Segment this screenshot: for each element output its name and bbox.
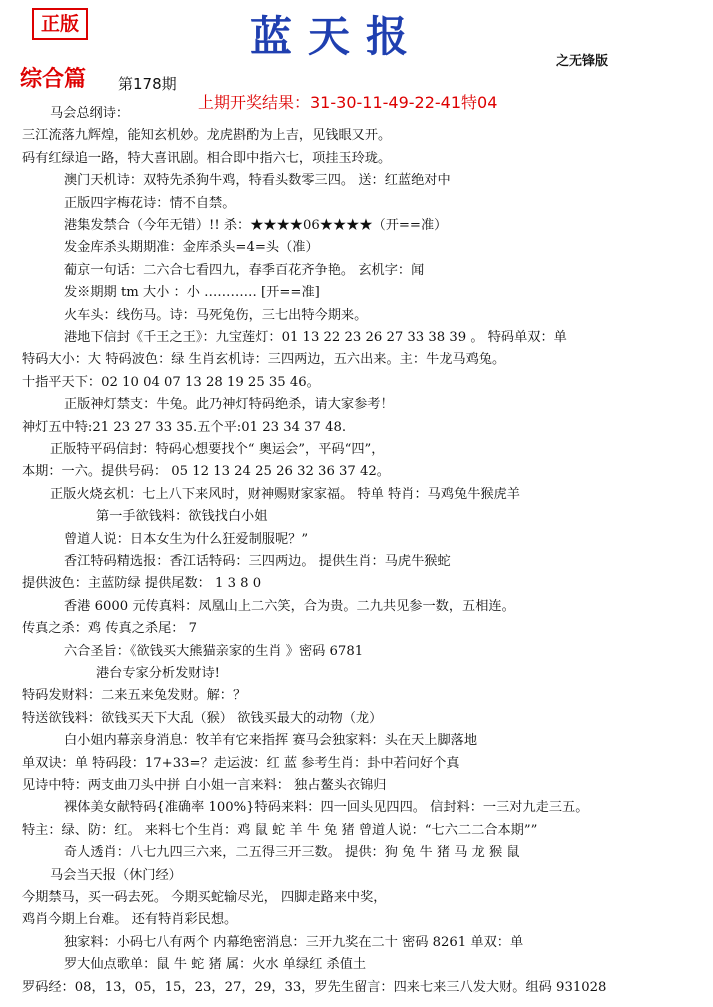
text-line: 传真之杀：鸡 传真之杀尾： 7 — [22, 621, 198, 637]
text-line: 十指平天下：02 10 04 07 13 28 19 25 35 46。 — [22, 374, 320, 390]
text-line: 提供波色：主蓝防绿 提供尾数： 1 3 8 0 — [22, 576, 262, 592]
text-line: 马会当天报（休门经） — [50, 867, 182, 883]
text-line: 罗大仙点歌单：鼠 牛 蛇 猪 属：火水 单绿红 杀值土 — [64, 957, 367, 973]
text-line: 曾道人说：日本女生为什么狂爱制服呢？” — [64, 531, 309, 547]
issue-number: 第178期 — [118, 75, 177, 93]
text-line: 奇人透肖：八七九四三六来，二五得三开三数。 提供：狗 兔 牛 猪 马 龙 猴 鼠 — [64, 845, 520, 861]
text-line: 正版四字梅花诗：情不自禁。 — [64, 195, 236, 211]
text-line: 特码大小：大 特码波色：绿 生肖玄机诗：三四两边，五六出来。主：牛龙马鸡兔。 — [22, 352, 506, 368]
text-line: 六合圣旨：《欲钱买大熊猫亲家的生肖 》密码 6781 — [64, 643, 364, 659]
newspaper-title: 蓝天报 — [250, 12, 425, 61]
text-line: 发※期期 tm 大小 ：小 ………… [开==准] — [64, 285, 320, 301]
text-line: 单双诀：单 特码段：17+33=？走运波：红 蓝 参考生肖：卦中若问好个真 — [22, 755, 460, 771]
text-line: 港集发禁合（今年无错）!! 杀：★★★★06★★★★（开==准） — [64, 218, 448, 233]
text-line: 澳门天机诗：双特先杀狗牛鸡，特看头数零三四。 送：红蓝绝对中 — [64, 173, 451, 189]
last-draw-result: 上期开奖结果：31-30-11-49-22-41特04 — [198, 93, 498, 112]
text-line: 本期：一六。提供号码： 05 12 13 24 25 26 32 36 37 42。 — [22, 464, 390, 480]
text-line: 特码发财料：二来五来兔发财。解：？ — [22, 688, 247, 704]
text-line: 见诗中特：两支曲刀头中拼 白小姐一言来料： 独占鳌头衣锦归 — [22, 778, 387, 793]
text-line: 葡京一句话：二六合七看四九，春季百花齐争艳。 玄机字：闻 — [64, 262, 425, 278]
text-line: 火车头：线伤马。诗：马死兔伤，三七出特今期来。 — [64, 307, 368, 323]
text-line: 裸体美女献特码{准确率 100%}特码来料：四一回头见四四。 信封料：一三对九走三五。 — [64, 800, 589, 816]
text-line: 独家料：小码七八有两个 内幕绝密消息：三开九奖在二十 密码 8261 单双：单 — [64, 934, 524, 950]
text-line: 码有红绿追一路，特大喜讯剧。相合即中指六七，项挂玉玲珑。 — [22, 150, 392, 166]
text-line: 今期禁马，买一码去死。 今期买蛇输尽光， 四脚走路来中奖， — [22, 890, 387, 905]
text-line: 发金库杀头期期准：金库杀头=4=头（准） — [64, 240, 319, 256]
text-line: 神灯五中特:21 23 27 33 35.五个平:01 23 34 37 48. — [22, 419, 347, 435]
text-line: 鸡肖今期上台难。 还有特肖彩民想。 — [22, 912, 238, 928]
text-line: 白小姐内幕亲身消息：牧羊有它来指挥 赛马会独家料：头在天上脚落地 — [64, 733, 478, 749]
section-title: 综合篇 — [20, 67, 87, 92]
edition-label: 之无锋版 — [556, 54, 609, 69]
text-line: 正版神灯禁支：牛兔。此乃神灯特码绝杀，请大家参考！ — [64, 397, 394, 413]
text-line: 正版火烧玄机：七上八下来风时，财神赐财家家福。 特单 特肖：马鸡兔牛猴虎羊 — [50, 486, 520, 502]
text-line: 马会总纲诗： — [50, 106, 130, 121]
version-badge: 正版 — [32, 8, 88, 40]
text-line: 香江特码精选报：香江话特码：三四两边。 提供生肖：马虎牛猴蛇 — [64, 554, 451, 569]
text-line: 特送欲钱料：欲钱买天下大乱（猴） 欲钱买最大的动物（龙） — [22, 710, 383, 726]
text-line: 港台专家分析发财诗! — [96, 666, 220, 681]
text-line: 港地下信封《千王之王》：九宝莲灯：01 13 22 23 26 27 33 38 39 。 特码单双：单 — [64, 330, 567, 345]
text-line: 特主：绿、防：红。 来料七个生肖：鸡 鼠 蛇 羊 牛 兔 猪 曾道人说：“七六二二合本期”” — [22, 822, 538, 838]
text-line: 香港 6000 元传真料：凤凰山上二六笑，合为贵。二九共见参一数，五相连。 — [64, 598, 515, 614]
text-line: 第一手欲钱料：欲钱找白小姐 — [96, 509, 268, 525]
text-line: 正版特平码信封：特码心想要找个“ 奥运会”，平码“四”， — [50, 442, 385, 457]
text-line: 罗码经：08，13，05，15，23，27，29，33，罗先生留言：四来七来三八发大财。组码 931028 — [22, 979, 607, 995]
text-line: 三江流落九辉煌，能知玄机妙。龙虎斟酌为上吉，见钱眼又开。 — [22, 128, 392, 144]
